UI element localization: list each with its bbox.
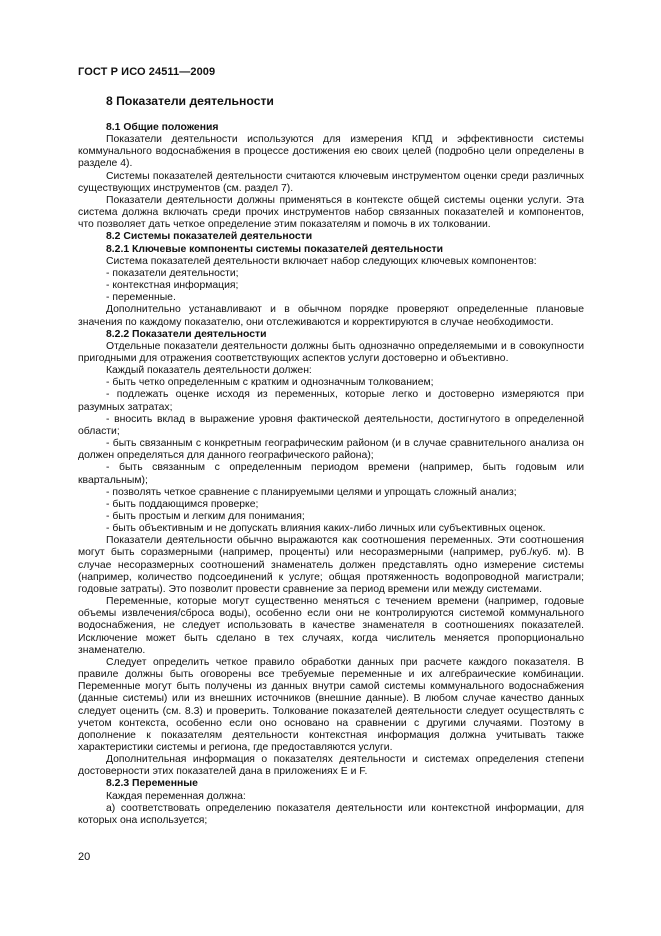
heading-8-1: 8.1 Общие положения xyxy=(106,122,219,133)
page-body xyxy=(78,94,584,827)
standard-designation: ГОСТ Р ИСО 24511—2009 xyxy=(78,66,216,78)
paragraph: Каждая переменная должна: xyxy=(106,790,246,802)
list-item: - быть поддающимся проверке; xyxy=(106,498,259,510)
paragraph: Показатели деятельности обычно выражаются как соотношения переменных. Эти соотношения могут быть соразмерными (например, проценты) или несоразмерными (например, руб./куб. м). В случае несоразмерных соотношений знаменатель должен представлять одно измерение системы (например, количество подсоединений к услуге; общая протяженность водопроводной магистрали; годовые затраты). Это позволит провести сравнение за период времени или между системами. xyxy=(78,535,584,595)
list-item: - быть связанным с определенным периодом времени (например, быть годовым или квартальным); xyxy=(78,462,584,486)
list-item: - быть связанным с конкретным географическим районом (и в случае сравнительного анализа он должен определяться для данного географического района); xyxy=(78,438,584,462)
heading-8-2: 8.2 Системы показателей деятельности xyxy=(106,231,313,243)
list-item: - быть объективным и не допускать влияния каких-либо личных или субъективных оценок. xyxy=(106,523,546,535)
list-item: - подлежать оценке исходя из переменных, которые легко и достоверно измеряются при разумных затратах; xyxy=(78,389,584,413)
paragraph: Показатели деятельности используются для измерения КПД и эффективности системы коммунального водоснабжения в процессе достижения ею своих целей (подробно цели определены в разделе 4). xyxy=(78,134,584,170)
list-item: - показатели деятельности; xyxy=(106,267,239,279)
list-item: - контекстная информация; xyxy=(106,280,239,292)
paragraph: Следует определить четкое правило обработки данных при расчете каждого показателя. В правиле должны быть оговорены все требуемые переменные и их алгебраические комбинации. Переменные могут быть получены из данных внутри самой системы коммунального водоснабжения (данные системы) или из внешних источников (внешние данные). В любом случае качество данных следует оценить (см. 8.3) и проверить. Толкование показателей деятельности следует осуществлять с учетом контекста, особенно если оно основано на сравнении с другими случаями. Поэтому в дополнение к показателям деятельности контекстная информация должна учитывать также характеристики системы и региона, где предоставляются услуги. xyxy=(78,656,584,753)
list-item: - переменные. xyxy=(106,292,176,304)
paragraph: Показатели деятельности должны применяться в контексте общей системы оценки услуги. Эта система должна включать среди прочих инструментов набор связанных показателей и компонентов, что позволяет дать четкое определение этим показателям и помочь в их толковании. xyxy=(78,194,584,231)
section-title: 8 Показатели деятельности xyxy=(106,94,274,108)
paragraph: Дополнительная информация о показателях деятельности и системах определения степени достоверности этих показателей дана в приложениях E и F. xyxy=(78,754,584,778)
paragraph: Переменные, которые могут существенно меняться с течением времени (например, годовые объемы извлечения/сброса воды), особенно если они не контролируются системой коммунального водоснабжения, не следует использовать в качестве знаменателя в соотношениях показателей. Исключение может быть сделано в тех случаях, когда числитель меняется пропорционально знаменателю. xyxy=(78,596,584,656)
paragraph: Система показателей деятельности включает набор следующих ключевых компонентов: xyxy=(106,255,537,267)
paragraph: Системы показателей деятельности считаются ключевым инструментом оценки среди различных существующих инструментов (см. раздел 7). xyxy=(78,170,584,194)
paragraph: а) соответствовать определению показателя деятельности или контекстной информации, для которых она используется; xyxy=(78,802,584,826)
list-item: - быть простым и легким для понимания; xyxy=(106,511,305,522)
heading-8-2-1: 8.2.1 Ключевые компоненты системы показателей деятельности xyxy=(106,243,443,255)
list-item: - быть четко определенным с кратким и однозначным толкованием; xyxy=(106,377,434,389)
paragraph: Каждый показатель деятельности должен: xyxy=(106,365,312,377)
page-number: 20 xyxy=(78,851,91,863)
heading-8-2-2: 8.2.2 Показатели деятельности xyxy=(106,328,267,340)
paragraph: Дополнительно устанавливают и в обычном порядке проверяют определенные плановые значения по каждому показателю, они отслеживаются и корректируются в случае необходимости. xyxy=(78,304,584,328)
list-item: - позволять четкое сравнение с планируемыми целями и упрощать сложный анализ; xyxy=(106,486,517,498)
paragraph: Отдельные показатели деятельности должны быть однозначно определяемыми и в совокупности пригодными для отражения соответствующих аспектов услуги достоверно и объективно. xyxy=(78,340,584,364)
heading-8-2-3: 8.2.3 Переменные xyxy=(106,778,198,790)
list-item: - вносить вклад в выражение уровня фактической деятельности, достигнутого в определенной области; xyxy=(78,413,584,437)
